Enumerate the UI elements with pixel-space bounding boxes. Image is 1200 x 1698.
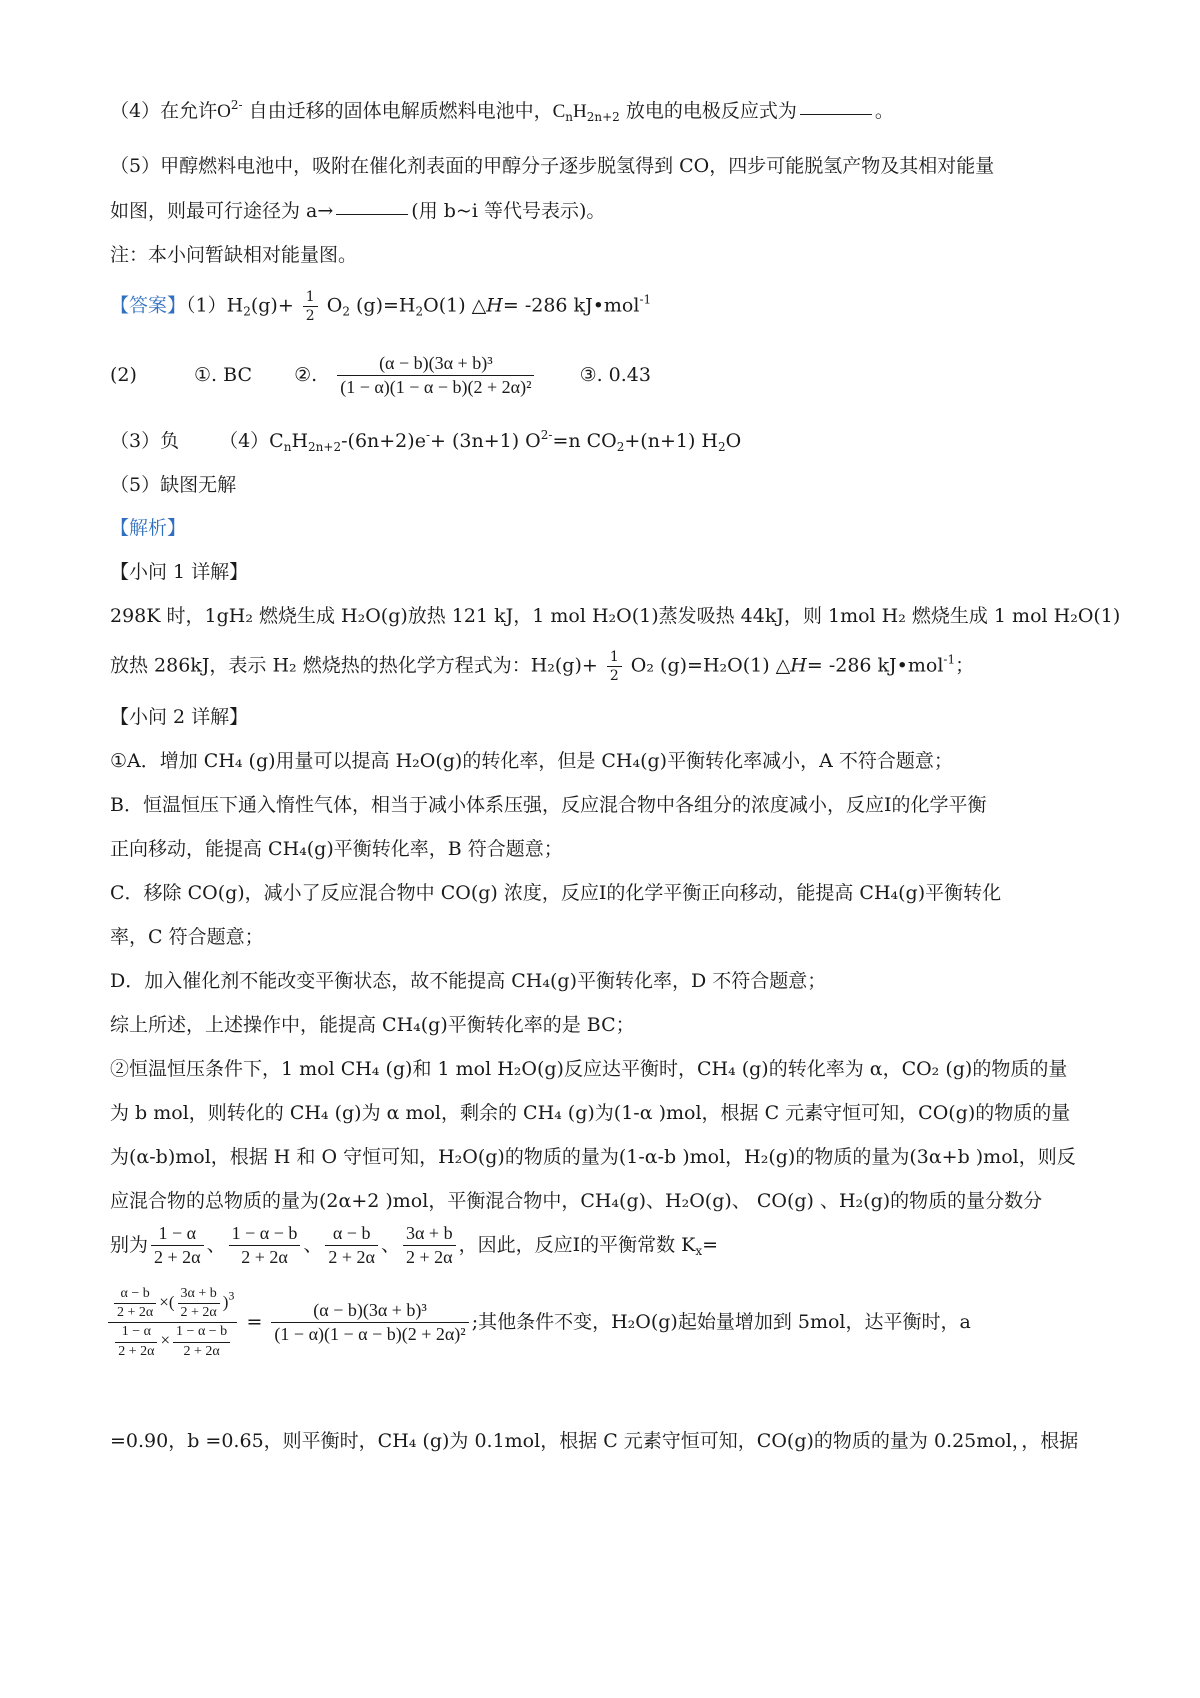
- question-4: （4）在允许$O^{2-}$ 自由迁移的固体电解质燃料电池中，$C_nH_{2n+2}$ 放电的电极反应式为 。: [110, 98, 894, 124]
- answer-label: 【答案】: [110, 294, 187, 317]
- analysis-2-line-7: =0.90，b =0.65，则平衡时，CH₄ (g)为 0.1mol，根据 C 元素守恒可知，CO(g)的物质的量为 0.25mol，，根据: [110, 1430, 1079, 1452]
- kx-derivation: $\frac{\alpha - b}{2 + 2\alpha}$ ×( $\frac{3\alpha + b}{2 + 2\alpha}$ )$^3$ $\frac{1 - \alpha}{2 + 2\alpha}$ × $\frac{1 - \alpha - b}{2 + 2\alpha}$ = $\frac{\text{(α − b)(3α + b)³}}{\text{(1 − α)(1 − α − b)(2 + 2α)²}}$ ;其他条件不变，H₂O(g)起始量增加到 5mol，达平衡时，a: [105, 1285, 971, 1361]
- option-a: ①A．增加 CH₄ (g)用量可以提高 H₂O(g)的转化率，但是 CH₄(g)平衡转化率减小，A 不符合题意；: [110, 750, 953, 772]
- analysis-2-line-2: 为 b mol，则转化的 CH₄ (g)为 α mol，剩余的 CH₄ (g)为(1-α )mol，根据 C 元素守恒可知，CO(g)的物质的量: [110, 1102, 1071, 1124]
- kx-fraction: $\frac{\text{(α − b)(3α + b)³}}{\text{(1 − α)(1 − α − b)(2 + 2α)²}}$: [337, 352, 534, 400]
- half-fraction: $\frac{1}{2}$: [303, 288, 318, 325]
- analysis-2-line-1: ②恒温恒压条件下，1 mol CH₄ (g)和 1 mol H₂O(g)反应达平衡时，CH₄ (g)的转化率为 α，CO₂ (g)的物质的量: [110, 1058, 1068, 1080]
- analysis-2-line-4: 应混合物的总物质的量为(2α+2 )mol，平衡混合物中，CH₄(g)、H₂O(g)、 CO(g) 、H₂(g)的物质的量分数分: [110, 1190, 1043, 1212]
- sub-question-1-heading: 【小问 1 详解】: [110, 561, 249, 583]
- analysis-label: 【解析】: [110, 517, 187, 539]
- answer-1: 【答案】$(1)H_2(g)+$ $\frac{1}{2}$ $O_2$ $(g)=H_2O(1)$ △H= -286 kJ•mol$^{-1}$: [110, 289, 652, 325]
- option-c-line-1: C．移除 CO(g)，减小了反应混合物中 CO(g) 浓度，反应Ⅰ的化学平衡正向移动，能提高 CH₄(g)平衡转化: [110, 882, 1002, 904]
- answer-5: （5）缺图无解: [110, 474, 237, 496]
- note: 注：本小问暂缺相对能量图。: [110, 244, 358, 266]
- option-d: D．加入催化剂不能改变平衡状态，故不能提高 CH₄(g)平衡转化率，D 不符合题意；: [110, 970, 827, 992]
- answer-blank: [800, 114, 872, 115]
- analysis-2-line-3: 为(α-b)mol，根据 H 和 O 守恒可知，H₂O(g)的物质的量为(1-α-b )mol，H₂(g)的物质的量为(3α+b )mol，则反: [110, 1146, 1076, 1168]
- answer-2: (2) ①. BC ②. $\frac{\text{(α − b)(3α + b)³}}{\text{(1 − α)(1 − α − b)(2 + 2α)²}}$ ③. 0.43: [110, 352, 651, 400]
- option-c-line-2: 率，C 符合题意；: [110, 926, 264, 948]
- question-5-line-1: （5）甲醇燃料电池中，吸附在催化剂表面的甲醇分子逐步脱氢得到 CO，四步可能脱氢产物及其相对能量: [110, 155, 995, 177]
- fraction-co: $\frac{\alpha - b}{2 + 2\alpha}$: [325, 1222, 378, 1270]
- mole-fractions-line: 别为 $\frac{1 - \alpha}{2 + 2\alpha}$ 、 $\frac{1 - \alpha - b}{2 + 2\alpha}$ 、 $\frac{\alpha - b}{2 + 2\alpha}$ 、 $\frac{3\alpha + b}{2 + 2\alpha}$ ，因此，反应Ⅰ的平衡常数 $K_x=$: [110, 1222, 718, 1270]
- analysis-1-line-2: 放热 286kJ，表示 H₂ 燃烧热的热化学方程式为：H₂(g)+ $\frac{1}{2}$ O₂ (g)=H₂O(1) △H= -286 kJ•mol$^{-1}$；: [110, 649, 975, 685]
- answer-3-4: （3）负 $(4)C_nH_{2n+2}-(6n+2)e^-+ (3n+1)$ $O^{2-}=n$ $CO_2+(n+1)$ $H_2O$: [110, 428, 742, 454]
- fraction-h2o: $\frac{1 - \alpha - b}{2 + 2\alpha}$: [229, 1222, 301, 1270]
- question-5-line-2: 如图，则最可行途径为 a→ (用 b~i 等代号表示)。: [110, 200, 606, 222]
- half-fraction: $\frac{1}{2}$: [607, 648, 622, 685]
- analysis-1-line-1: 298K 时，1gH₂ 燃烧生成 H₂O(g)放热 121 kJ，1 mol H₂O(1)蒸发吸热 44kJ，则 1mol H₂ 燃烧生成 1 mol H₂O(1): [110, 605, 1121, 627]
- sub-question-2-heading: 【小问 2 详解】: [110, 706, 249, 728]
- option-b-line-2: 正向移动，能提高 CH₄(g)平衡转化率，B 符合题意；: [110, 838, 563, 860]
- compound-fraction: $\frac{\alpha - b}{2 + 2\alpha}$ ×( $\frac{3\alpha + b}{2 + 2\alpha}$ )$^3$ $\frac{1 - \alpha}{2 + 2\alpha}$ × $\frac{1 - \alpha - b}{2 + 2\alpha}$: [108, 1285, 237, 1361]
- kx-result-fraction: $\frac{\text{(α − b)(3α + b)³}}{\text{(1 − α)(1 − α − b)(2 + 2α)²}}$: [271, 1299, 468, 1347]
- answer-blank: [336, 214, 408, 215]
- fraction-h2: $\frac{3\alpha + b}{2 + 2\alpha}$: [403, 1222, 456, 1270]
- option-b-line-1: B．恒温恒压下通入惰性气体，相当于减小体系压强，反应混合物中各组分的浓度减小，反应Ⅰ的化学平衡: [110, 794, 987, 816]
- fraction-ch4: $\frac{1 - \alpha}{2 + 2\alpha}$: [151, 1222, 204, 1270]
- summary: 综上所述，上述操作中，能提高 CH₄(g)平衡转化率的是 BC；: [110, 1014, 635, 1036]
